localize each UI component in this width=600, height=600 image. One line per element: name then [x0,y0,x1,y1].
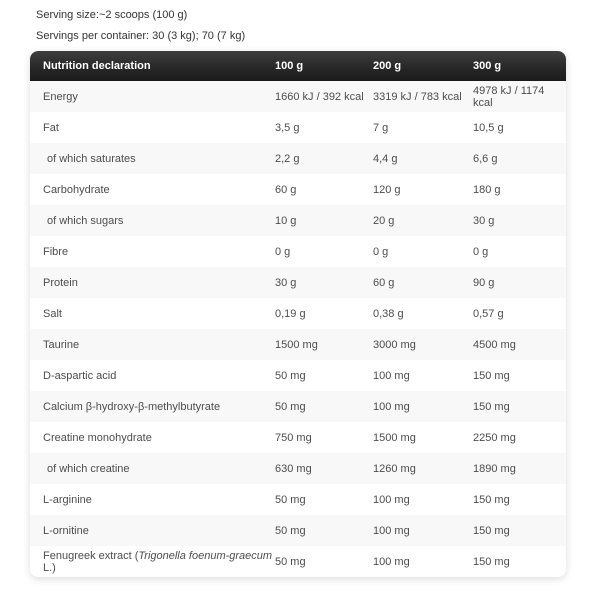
row-value-300g: 180 g [473,183,501,196]
table-row [30,546,566,577]
table-row [30,453,566,484]
table-row [30,298,566,329]
row-value-100g: 750 mg [275,431,312,444]
row-label: Protein [43,276,78,289]
table-row [30,267,566,298]
row-value-100g: 50 mg [275,369,306,382]
row-value-300g: 30 g [473,214,495,227]
row-label: L-arginine [43,493,92,506]
row-value-100g: 1500 mg [275,338,318,351]
row-value-100g: 50 mg [275,524,306,537]
header-nutrition-declaration: Nutrition declaration [43,60,151,72]
row-value-100g: 60 g [275,183,297,196]
row-value-100g: 630 mg [275,462,312,475]
row-value-200g: 100 mg [373,555,410,568]
row-label: Fibre [43,245,69,258]
table-row [30,391,566,422]
header-200g: 200 g [373,60,402,72]
nutrition-declaration-table [30,51,566,577]
row-value-300g: 150 mg [473,369,510,382]
row-value-100g: 1660 kJ / 392 kcal [275,90,364,103]
row-value-300g: 0,57 g [473,307,504,320]
row-label: of which saturates [47,152,136,165]
row-value-200g: 100 mg [373,493,410,506]
row-value-300g: 150 mg [473,555,510,568]
row-value-100g: 3,5 g [275,121,300,134]
row-label: Calcium β-hydroxy-β-methylbutyrate [43,400,221,413]
row-value-100g: 50 mg [275,493,306,506]
row-value-300g: 4500 mg [473,338,516,351]
servings-per-container-text: Servings per container: 30 (3 kg); 70 (7 kg) [36,30,246,42]
row-value-300g: 2250 mg [473,431,516,444]
row-value-200g: 0,38 g [373,307,404,320]
table-row [30,422,566,453]
table-row [30,329,566,360]
table-row [30,360,566,391]
row-value-300g: 150 mg [473,524,510,537]
row-value-300g: 90 g [473,276,495,289]
table-row [30,205,566,236]
table-row [30,112,566,143]
row-value-200g: 3319 kJ / 783 kcal [373,90,462,103]
row-value-300g: 150 mg [473,493,510,506]
row-value-200g: 100 mg [373,369,410,382]
row-value-200g: 7 g [373,121,389,134]
serving-size-text: Serving size:~2 scoops (100 g) [36,9,188,21]
serving-info [0,0,600,43]
row-value-300g: 150 mg [473,400,510,413]
row-value-300g: 10,5 g [473,121,504,134]
row-value-200g: 20 g [373,214,395,227]
table-header-row [30,51,566,81]
row-value-200g: 4,4 g [373,152,398,165]
row-label: of which sugars [47,214,124,227]
table-body [30,81,566,577]
table-row [30,174,566,205]
row-label: of which creatine [47,462,130,475]
row-value-100g: 50 mg [275,400,306,413]
row-label: D-aspartic acid [43,369,117,382]
row-value-200g: 60 g [373,276,395,289]
row-value-200g: 3000 mg [373,338,416,351]
row-value-200g: 120 g [373,183,401,196]
header-300g: 300 g [473,60,502,72]
table-row [30,484,566,515]
row-value-200g: 1260 mg [373,462,416,475]
row-label: L-ornitine [43,524,89,537]
header-100g: 100 g [275,60,304,72]
row-value-200g: 1500 mg [373,431,416,444]
row-value-300g: 1890 mg [473,462,516,475]
row-value-100g: 2,2 g [275,152,300,165]
row-label: Fat [43,121,59,134]
row-value-300g: 6,6 g [473,152,498,165]
table-row [30,143,566,174]
row-value-200g: 100 mg [373,524,410,537]
row-label: Energy [43,90,78,103]
row-value-100g: 0 g [275,245,291,258]
row-label: Taurine [43,338,80,351]
table-row [30,81,566,112]
row-label: Salt [43,307,62,320]
row-value-100g: 0,19 g [275,307,306,320]
row-value-300g: 0 g [473,245,489,258]
row-label: Fenugreek extract (Trigonella foenum-graecum L.) [43,549,273,574]
row-value-200g: 0 g [373,245,389,258]
table-row [30,515,566,546]
row-value-100g: 10 g [275,214,297,227]
row-label: Creatine monohydrate [43,431,152,444]
row-value-200g: 100 mg [373,400,410,413]
row-value-100g: 30 g [275,276,297,289]
row-label: Carbohydrate [43,183,110,196]
row-value-300g: 4978 kJ / 1174 kcal [473,84,545,109]
row-value-100g: 50 mg [275,555,306,568]
table-row [30,236,566,267]
